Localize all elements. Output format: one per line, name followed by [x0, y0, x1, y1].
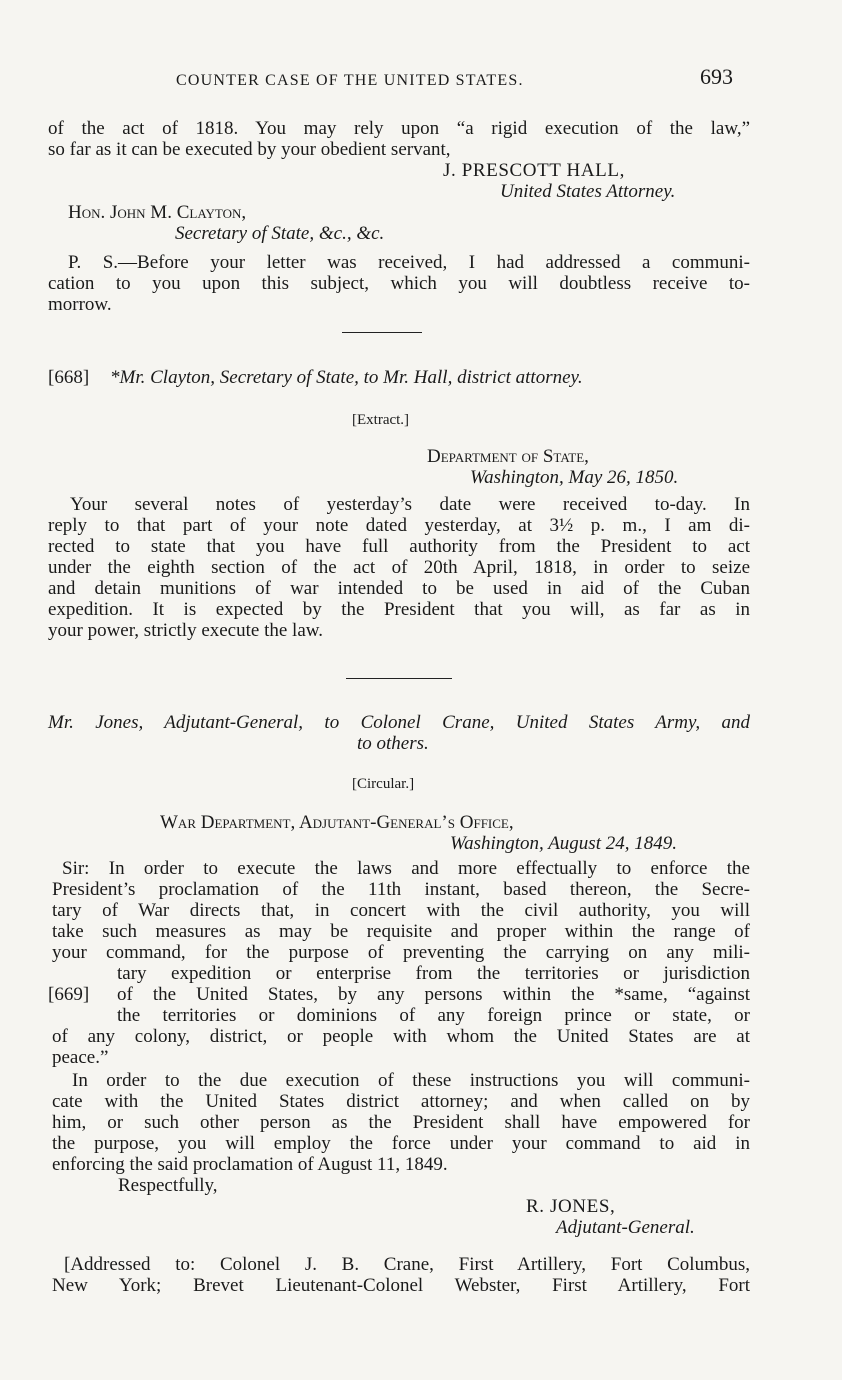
office-name: War Department, Adjutant-General’s Office,: [160, 812, 514, 833]
body-line: the purpose, you will employ the force under your command to aid in: [52, 1133, 750, 1154]
circular-label: [Circular.]: [352, 776, 415, 792]
body-line: tary of War directs that, in concert with the civil authority, you will: [52, 900, 750, 921]
body-line: under the eighth section of the act of 20th April, 1818, in order to seize: [48, 557, 750, 578]
body-line: tary expedition or enterprise from the territories or jurisdiction: [117, 963, 750, 984]
body-line: him, or such other person as the President shall have empowered for: [52, 1112, 750, 1133]
letter-heading: Mr. Jones, Adjutant-General, to Colonel Crane, United States Army, and: [48, 712, 750, 733]
addressee: Hon. John M. Clayton,: [68, 202, 247, 223]
body-line: In order to the due execution of these instructions you will communi-: [72, 1070, 750, 1091]
place-date: Washington, August 24, 1849.: [450, 833, 677, 854]
postscript-line: cation to you upon this subject, which you will doubtless receive to-: [48, 273, 750, 294]
department-name: Department of State,: [427, 446, 589, 467]
section-divider: [342, 332, 422, 333]
running-title: COUNTER CASE OF THE UNITED STATES.: [176, 72, 524, 89]
postscript-line: morrow.: [48, 294, 112, 315]
body-line: so far as it can be executed by your obedient servant,: [48, 139, 451, 160]
running-header: [0, 60, 842, 96]
place-date: Washington, May 26, 1850.: [470, 467, 679, 488]
margin-reference: [668]: [48, 367, 90, 388]
body-line: take such measures as may be requisite and proper within the range of: [52, 921, 750, 942]
extract-label: [Extract.]: [352, 412, 410, 428]
body-line: cate with the United States district attorney; and when called on by: [52, 1091, 750, 1112]
body-line: your command, for the purpose of preventing the carrying on any mili-: [52, 942, 750, 963]
margin-reference: [669]: [48, 984, 90, 1005]
body-line: enforcing the said proclamation of August 11, 1849.: [52, 1154, 448, 1175]
addressed-line: New York; Brevet Lieutenant-Colonel Webster, First Artillery, Fort: [52, 1275, 750, 1296]
body-line: the territories or dominions of any foreign prince or state, or: [117, 1005, 750, 1026]
addressee-title: Secretary of State, &c., &c.: [175, 223, 385, 244]
page-number: 693: [700, 64, 733, 89]
body-line: peace.”: [52, 1047, 109, 1068]
body-line: of any colony, district, or people with whom the United States are at: [52, 1026, 750, 1047]
body-line: rected to state that you have full authority from the President to act: [48, 536, 750, 557]
signer-title: Adjutant-General.: [556, 1217, 695, 1238]
signer-name: J. PRESCOTT HALL,: [443, 160, 625, 181]
letter-heading: *Mr. Clayton, Secretary of State, to Mr. Hall, district attorney.: [110, 367, 583, 388]
signer-title: United States Attorney.: [500, 181, 676, 202]
body-line: expedition. It is expected by the President that you will, as far as in: [48, 599, 750, 620]
body-line: President’s proclamation of the 11th instant, based thereon, the Secre-: [52, 879, 750, 900]
body-line: Sir: In order to execute the laws and more effectually to enforce the: [62, 858, 750, 879]
letter-heading: to others.: [357, 733, 429, 754]
body-line: and detain munitions of war intended to be used in aid of the Cuban: [48, 578, 750, 599]
body-line: of the United States, by any persons within the *same, “against: [117, 984, 750, 1005]
body-line: your power, strictly execute the law.: [48, 620, 323, 641]
body-line: Your several notes of yesterday’s date were received to-day. In: [70, 494, 750, 515]
signer-name: R. JONES,: [526, 1196, 616, 1217]
body-line: of the act of 1818. You may rely upon “a rigid execution of the law,”: [48, 118, 750, 139]
closing: Respectfully,: [118, 1175, 218, 1196]
postscript-line: P. S.—Before your letter was received, I had addressed a communi-: [68, 252, 750, 273]
section-divider: [346, 678, 452, 679]
body-line: reply to that part of your note dated yesterday, at 3½ p. m., I am di-: [48, 515, 750, 536]
addressed-line: [Addressed to: Colonel J. B. Crane, First Artillery, Fort Columbus,: [64, 1254, 750, 1275]
